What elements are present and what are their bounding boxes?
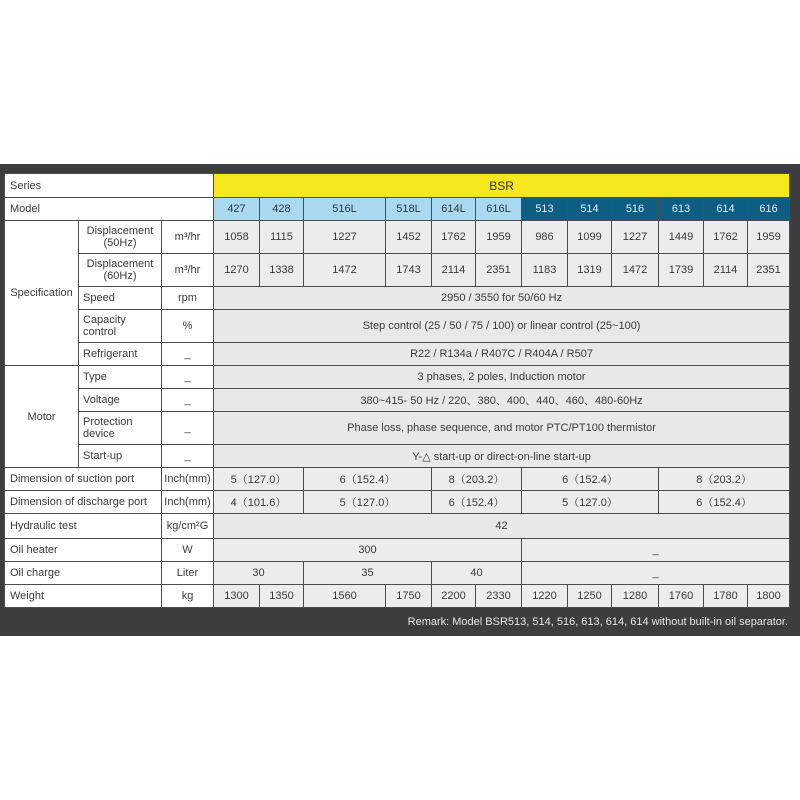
value-cell: 1183 [522, 254, 568, 287]
value-cell: 35 [304, 562, 432, 585]
unit-liter: Liter [162, 562, 214, 585]
oil-charge-label: Oil charge [5, 562, 162, 585]
series-row [5, 174, 790, 198]
value-cell: 1319 [568, 254, 612, 287]
speed-value: 2950 / 3550 for 50/60 Hz [214, 287, 790, 310]
value-cell: 1762 [704, 221, 748, 254]
capacity-control-row [5, 310, 790, 343]
value-cell: 4（101.6） [214, 491, 304, 514]
discharge-port-row [5, 491, 790, 514]
displacement-60hz-label: Displacement (60Hz) [79, 254, 162, 287]
value-cell: 1300 [214, 585, 260, 608]
startup-value: Y-△ start-up or direct-on-line start-up [214, 445, 790, 468]
capacity-control-label: Capacity control [79, 310, 162, 343]
protection-device-value: Phase loss, phase sequence, and motor PTC/PT100 thermistor [214, 412, 790, 445]
value-cell: 1227 [612, 221, 659, 254]
discharge-port-label: Dimension of discharge port [5, 491, 162, 514]
motor-group-label: Motor [5, 366, 79, 468]
value-cell: 1750 [386, 585, 432, 608]
displacement-50hz-row [5, 221, 790, 254]
value-cell: _ [522, 539, 790, 562]
suction-port-label: Dimension of suction port [5, 468, 162, 491]
value-cell: 1760 [659, 585, 704, 608]
value-cell: 1959 [748, 221, 790, 254]
value-cell: 1280 [612, 585, 659, 608]
unit-kg: kg [162, 585, 214, 608]
value-cell: 6（152.4） [659, 491, 790, 514]
motor-type-value: 3 phases, 2 poles, Induction motor [214, 366, 790, 389]
weight-row [5, 585, 790, 608]
value-cell: 1338 [260, 254, 304, 287]
unit-inch-mm: Inch(mm) [162, 491, 214, 514]
model-cell: 613 [659, 198, 704, 221]
model-cell: 614 [704, 198, 748, 221]
value-cell: 1449 [659, 221, 704, 254]
model-cell: 428 [260, 198, 304, 221]
model-cell: 518L [386, 198, 432, 221]
model-cell: 514 [568, 198, 612, 221]
value-cell: 300 [214, 539, 522, 562]
protection-device-label: Protection device [79, 412, 162, 445]
value-cell: 5（127.0） [522, 491, 659, 514]
value-cell: 1800 [748, 585, 790, 608]
startup-label: Start-up [79, 445, 162, 468]
unit-dash: _ [162, 343, 214, 366]
value-cell: 1220 [522, 585, 568, 608]
hydraulic-test-row [5, 514, 790, 539]
model-cell: 614L [432, 198, 476, 221]
unit-m3hr: m³/hr [162, 221, 214, 254]
value-cell: 1250 [568, 585, 612, 608]
value-cell: 1227 [304, 221, 386, 254]
unit-inch-mm: Inch(mm) [162, 468, 214, 491]
value-cell: 2330 [476, 585, 522, 608]
unit-dash: _ [162, 445, 214, 468]
value-cell: 1743 [386, 254, 432, 287]
unit-dash: _ [162, 389, 214, 412]
series-label: Series [5, 174, 214, 198]
remark-note: Remark: Model BSR513, 514, 516, 613, 614, 614 without built-in oil separator. [407, 616, 788, 628]
value-cell: 5（127.0） [214, 468, 304, 491]
model-cell: 616 [748, 198, 790, 221]
value-cell: 2200 [432, 585, 476, 608]
value-cell: 6（152.4） [432, 491, 522, 514]
value-cell: _ [522, 562, 790, 585]
model-cell: 516L [304, 198, 386, 221]
value-cell: 2351 [476, 254, 522, 287]
value-cell: 1099 [568, 221, 612, 254]
hydraulic-test-label: Hydraulic test [5, 514, 162, 539]
speed-row [5, 287, 790, 310]
value-cell: 1115 [260, 221, 304, 254]
oil-heater-row [5, 539, 790, 562]
startup-row [5, 445, 790, 468]
value-cell: 8（203.2） [432, 468, 522, 491]
model-row [5, 198, 790, 221]
voltage-label: Voltage [79, 389, 162, 412]
speed-label: Speed [79, 287, 162, 310]
value-cell: 1780 [704, 585, 748, 608]
weight-label: Weight [5, 585, 162, 608]
model-cell: 616L [476, 198, 522, 221]
value-cell: 1959 [476, 221, 522, 254]
displacement-60hz-row [5, 254, 790, 287]
series-value: BSR [214, 174, 790, 198]
model-label: Model [5, 198, 214, 221]
specification-group-label: Specification [5, 221, 79, 366]
unit-m3hr: m³/hr [162, 254, 214, 287]
refrigerant-label: Refrigerant [79, 343, 162, 366]
value-cell: 6（152.4） [304, 468, 432, 491]
value-cell: 1452 [386, 221, 432, 254]
refrigerant-row [5, 343, 790, 366]
value-cell: 986 [522, 221, 568, 254]
unit-rpm: rpm [162, 287, 214, 310]
specification-table [4, 173, 790, 608]
value-cell: 1739 [659, 254, 704, 287]
value-cell: 1058 [214, 221, 260, 254]
capacity-control-value: Step control (25 / 50 / 75 / 100) or linear control (25~100) [214, 310, 790, 343]
value-cell: 1472 [612, 254, 659, 287]
unit-kgcm2g: kg/cm²G [162, 514, 214, 539]
refrigerant-value: R22 / R134a / R407C / R404A / R507 [214, 343, 790, 366]
value-cell: 1350 [260, 585, 304, 608]
voltage-value: 380~415- 50 Hz / 220、380、400、440、460、480-60Hz [214, 389, 790, 412]
voltage-row [5, 389, 790, 412]
oil-heater-label: Oil heater [5, 539, 162, 562]
value-cell: 2114 [704, 254, 748, 287]
motor-type-row [5, 366, 790, 389]
unit-percent: % [162, 310, 214, 343]
model-cell: 427 [214, 198, 260, 221]
displacement-50hz-label: Displacement (50Hz) [79, 221, 162, 254]
suction-port-row [5, 468, 790, 491]
value-cell: 8（203.2） [659, 468, 790, 491]
model-cell: 513 [522, 198, 568, 221]
value-cell: 1762 [432, 221, 476, 254]
value-cell: 6（152.4） [522, 468, 659, 491]
model-cell: 516 [612, 198, 659, 221]
value-cell: 30 [214, 562, 304, 585]
unit-dash: _ [162, 366, 214, 389]
value-cell: 40 [432, 562, 522, 585]
value-cell: 1270 [214, 254, 260, 287]
value-cell: 2114 [432, 254, 476, 287]
oil-charge-row [5, 562, 790, 585]
unit-dash: _ [162, 412, 214, 445]
protection-device-row [5, 412, 790, 445]
value-cell: 1560 [304, 585, 386, 608]
hydraulic-test-value: 42 [214, 514, 790, 539]
value-cell: 2351 [748, 254, 790, 287]
value-cell: 5（127.0） [304, 491, 432, 514]
motor-type-label: Type [79, 366, 162, 389]
value-cell: 1472 [304, 254, 386, 287]
unit-w: W [162, 539, 214, 562]
